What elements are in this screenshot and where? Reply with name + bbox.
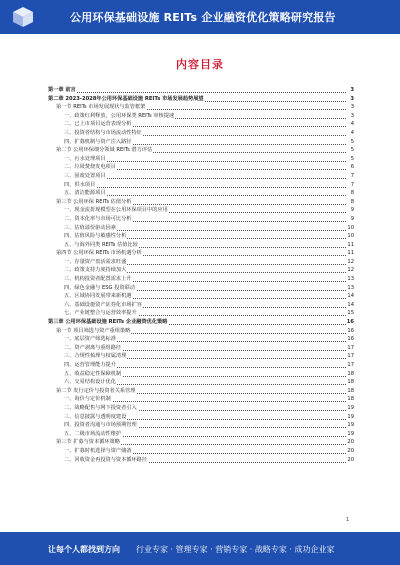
toc-entry-title: 二、回收资金再投资与资本循环路径	[64, 456, 148, 463]
toc-entry-page: 17	[347, 362, 354, 368]
toc-entry[interactable]	[48, 335, 354, 344]
toc-entry-title: 一、底层资产筛选标准	[64, 336, 116, 343]
toc-entry[interactable]	[48, 275, 354, 284]
toc-entry-page: 8	[350, 190, 354, 197]
toc-entry-title: 三、投资者结构与市场流动性特征	[64, 129, 142, 136]
toc-entry[interactable]	[48, 146, 354, 155]
toc-entry-title: 六、交易结构设计优化	[64, 379, 116, 386]
toc-entry-page: 5	[350, 138, 354, 145]
toc-entry[interactable]	[48, 249, 354, 258]
toc-entry-page: 5	[350, 147, 354, 154]
toc-entry-title: 五、清洁能源项目	[64, 190, 106, 197]
toc-entry-page: 16	[347, 336, 354, 343]
toc-entry[interactable]	[48, 413, 354, 422]
toc-entry-page: 12	[347, 258, 354, 265]
toc-heading: 内容目录	[176, 58, 224, 71]
toc-entry-page: 18	[347, 387, 354, 394]
toc-entry-page: 10	[347, 233, 354, 240]
toc-entry-title: 一、存量资产盘活需求旺盛	[64, 258, 127, 265]
toc-entry-title: 五、区域协同发展带来新机遇	[64, 293, 132, 300]
toc-entry[interactable]	[48, 266, 354, 275]
toc-entry-page: 19	[347, 413, 354, 420]
toc-entry-page: 19	[347, 422, 354, 429]
cube-logo-icon	[9, 6, 37, 28]
toc-entry-page: 15	[347, 310, 354, 317]
toc-entry-title: 六、基础设施资产证券化市场扩容	[64, 301, 142, 308]
toc-entry-title: 二、资产剥离与重组路径	[64, 344, 122, 351]
toc-entry-title: 四、供水项目	[64, 181, 96, 188]
toc-entry[interactable]	[48, 387, 354, 396]
toc-entry-title: 一、现金流折现模型在公用环保项目中的应用	[64, 207, 168, 214]
toc-entry-page: 19	[347, 430, 354, 437]
toc-entry-page: 7	[350, 172, 354, 179]
toc-entry-title: 三、信息披露与透明度建设	[64, 413, 127, 420]
toc-entry-title: 第二节 发行定价与投资者关系管理	[56, 387, 136, 394]
toc-entry[interactable]	[48, 206, 354, 215]
toc-entry[interactable]	[48, 404, 354, 413]
toc-entry-title: 第一节 项目筛选与资产重组策略	[56, 327, 131, 334]
toc-entry-title: 三、估值溢价驱动因素	[64, 224, 116, 231]
toc-entry[interactable]	[48, 456, 354, 465]
toc-entry-page: 4	[350, 129, 354, 136]
toc-entry-page: 7	[350, 181, 354, 188]
toc-entry[interactable]	[48, 370, 354, 379]
toc-entry[interactable]	[48, 224, 354, 233]
toc-entry-title: 七、产业链整合与运营效率提升	[64, 310, 137, 317]
toc-entry-page: 5	[350, 155, 354, 162]
toc-entry-title: 一、扩募时机选择与资产储备	[64, 447, 132, 454]
table-of-contents	[48, 86, 354, 464]
toc-entry[interactable]	[48, 163, 354, 172]
toc-entry-title: 一、询价与定价机制	[64, 396, 111, 403]
toc-entry-page: 13	[347, 284, 354, 291]
toc-entry-title: 五、二级市场流动性维护	[64, 430, 122, 437]
toc-entry-title: 二、战略配售与网下投资者引入	[64, 404, 137, 411]
toc-entry[interactable]	[48, 103, 354, 112]
toc-entry[interactable]	[48, 129, 354, 138]
toc-entry-title: 第二节 公用环保细分领域 REITs 潜力评估	[56, 147, 153, 154]
toc-entry[interactable]	[48, 172, 354, 181]
toc-entry-title: 五、收益稳定性保障机制	[64, 370, 122, 377]
toc-entry-title: 四、绿色金融与 ESG 投资联动	[64, 284, 135, 291]
toc-entry[interactable]	[48, 421, 354, 430]
toc-entry-page: 3	[350, 104, 354, 111]
toc-entry-title: 五、与海外同类 REITs 估值比较	[64, 241, 138, 248]
leader-dots	[48, 86, 346, 93]
toc-entry[interactable]	[48, 361, 354, 370]
toc-entry[interactable]	[48, 112, 354, 121]
toc-entry-title: 二、已上市项目运营表现分析	[64, 121, 132, 128]
toc-entry[interactable]	[48, 344, 354, 353]
toc-entry[interactable]	[48, 198, 354, 207]
toc-entry-title: 第一章 前言	[48, 87, 76, 93]
toc-entry-page: 16	[347, 327, 354, 334]
toc-entry-page: 17	[347, 344, 354, 351]
toc-entry-page: 11	[347, 250, 354, 257]
toc-entry[interactable]	[48, 438, 354, 447]
toc-entry-page: 9	[350, 207, 354, 214]
toc-entry-title: 第三节 扩募与资本循环策略	[56, 439, 120, 446]
toc-entry-page: 3	[350, 87, 354, 93]
toc-entry-title: 第三节 公用环保 REITs 估值分析	[56, 198, 132, 205]
toc-entry-title: 四、估值风险与敏感性分析	[64, 233, 127, 240]
toc-entry-title: 二、资本化率与市场可比分析	[64, 215, 132, 222]
footer-slogan: 让每个人都找到方向	[48, 545, 120, 554]
toc-entry[interactable]	[48, 378, 354, 387]
toc-entry-page: 16	[346, 319, 354, 326]
toc-entry[interactable]	[48, 430, 354, 439]
toc-entry[interactable]	[48, 120, 354, 129]
toc-entry[interactable]	[48, 447, 354, 456]
toc-entry[interactable]	[48, 301, 354, 310]
toc-entry-page: 8	[350, 198, 354, 205]
toc-entry[interactable]	[48, 309, 354, 318]
toc-entry-page: 14	[347, 293, 354, 300]
toc-entry-page: 14	[347, 301, 354, 308]
toc-entry-title: 四、扩募机制与资产注入路径	[64, 138, 132, 145]
toc-entry[interactable]	[48, 189, 354, 198]
toc-entry-page: 9	[350, 215, 354, 222]
leader-dots	[64, 181, 346, 188]
toc-entry-title: 三、固废处置项目	[64, 172, 106, 179]
toc-entry-title: 第二章 2023-2028年公用环保基础设施 REITs 市场发展趋势展望	[48, 95, 204, 102]
report-title: 公用环保基础设施 REITs 企业融资优化策略研究报告	[70, 11, 336, 24]
toc-entry-page: 13	[347, 276, 354, 283]
toc-entry-title: 二、垃圾焚烧发电项目	[64, 164, 116, 171]
page-number: 1	[346, 517, 350, 523]
toc-entry-page: 4	[350, 121, 354, 128]
toc-entry[interactable]	[48, 241, 354, 250]
toc-entry[interactable]	[48, 318, 354, 327]
toc-entry[interactable]	[48, 258, 354, 267]
toc-entry[interactable]	[48, 95, 354, 104]
toc-entry[interactable]	[48, 327, 354, 336]
toc-entry-page: 6	[350, 164, 354, 171]
toc-entry-page: 20	[347, 447, 354, 454]
toc-entry-title: 第三章 公用环保基础设施 REITs 企业融资优化策略	[48, 319, 168, 326]
toc-entry[interactable]	[48, 292, 354, 301]
toc-entry[interactable]	[48, 352, 354, 361]
toc-entry-title: 第四节 公用环保 REITs 市场机遇分析	[56, 250, 142, 257]
toc-entry-page: 3	[350, 95, 354, 102]
toc-entry-page: 18	[347, 379, 354, 386]
toc-entry[interactable]	[48, 215, 354, 224]
footer-bar	[0, 532, 400, 565]
toc-entry[interactable]	[48, 395, 354, 404]
toc-entry-title: 三、机构投资者配置需求上升	[64, 276, 132, 283]
toc-entry-page: 11	[347, 241, 354, 248]
toc-entry-title: 四、投资者沟通与市场预期管理	[64, 422, 137, 429]
toc-entry-page: 20	[347, 439, 354, 446]
toc-entry-title: 三、合规性梳理与权属清理	[64, 353, 127, 360]
toc-entry-page: 19	[347, 404, 354, 411]
toc-entry[interactable]	[48, 232, 354, 241]
toc-entry[interactable]	[48, 284, 354, 293]
toc-entry-page: 18	[347, 370, 354, 377]
footer-expert-list: 行业专家 · 管理专家 · 营销专家 · 战略专家 · 成功企业家	[136, 545, 335, 554]
toc-entry-title: 第一节 REITs 市场发展现状与监管框架	[56, 104, 146, 111]
header-bar	[0, 0, 400, 34]
toc-entry-title: 四、运营管理能力提升	[64, 362, 116, 368]
toc-entry[interactable]	[48, 155, 354, 164]
toc-entry-page: 10	[347, 224, 354, 231]
toc-entry-title: 一、政策红利释放，公用环保类 REITs 审核提速	[64, 112, 175, 119]
toc-entry-page: 12	[347, 267, 354, 274]
toc-entry-page: 20	[347, 456, 354, 463]
toc-entry-page: 17	[347, 353, 354, 360]
toc-entry-page: 18	[347, 396, 354, 403]
toc-entry[interactable]	[48, 181, 354, 190]
toc-entry[interactable]	[48, 86, 354, 95]
toc-entry-page: 3	[350, 112, 354, 119]
toc-entry-title: 一、污水处理项目	[64, 155, 106, 162]
toc-entry-title: 二、政策支持力度持续加大	[64, 267, 127, 274]
toc-entry[interactable]	[48, 138, 354, 147]
